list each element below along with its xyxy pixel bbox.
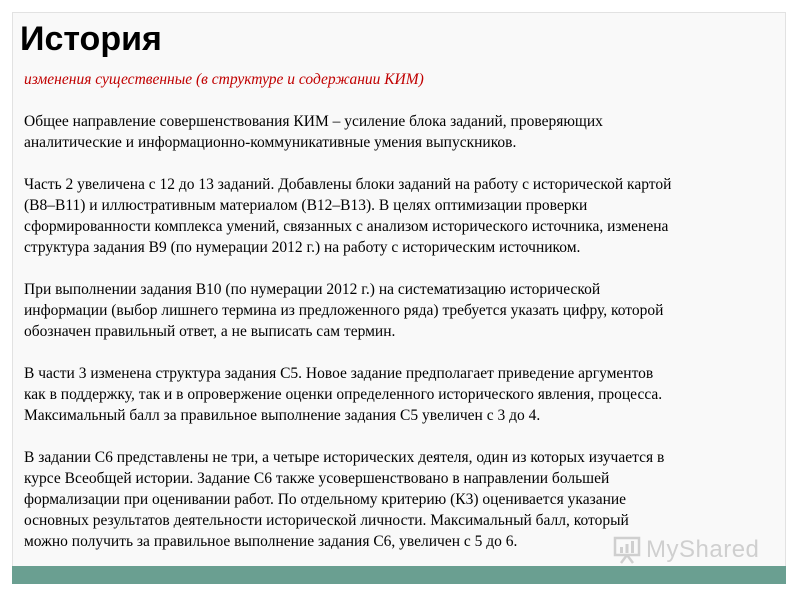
myshared-watermark	[612, 532, 759, 568]
slide-title: История	[20, 20, 162, 58]
paragraph	[24, 279, 772, 342]
text-line: сформированности комплекса умений, связанных с анализом исторического источника, изменена	[24, 218, 669, 235]
text-line: В задании С6 представлены не три, а четыре исторических деятеля, один из которых изучается в	[24, 449, 665, 466]
paragraph	[24, 111, 772, 153]
text-line: обозначен правильный ответ, а не выписать сам термин.	[24, 323, 396, 340]
presentation-board-icon	[612, 535, 642, 565]
text-line: формализации при оценивании работ. По отдельному критерию (К3) оценивается указание	[24, 491, 627, 508]
footer-bar	[12, 566, 786, 584]
text-line: как в поддержку, так и в опровержение оценки определенного исторического явления, процесса.	[24, 386, 663, 403]
text-line: (В8–В11) и иллюстративным материалом (В12–В13). В целях оптимизации проверки	[24, 197, 588, 214]
text-line: Часть 2 увеличена с 12 до 13 заданий. Добавлены блоки заданий на работу с исторической картой	[24, 176, 672, 193]
text-line: аналитические и информационно-коммуникативные умения выпускников.	[24, 134, 517, 151]
text-line: информации (выбор лишнего термина из предложенного ряда) требуется указать цифру, которой	[24, 302, 664, 319]
paragraph	[24, 363, 772, 426]
text-line: Общее направление совершенствования КИМ – усиление блока заданий, проверяющих	[24, 113, 603, 130]
text-line: структура задания В9 (по нумерации 2012 г.) на работу с историческим источником.	[24, 239, 581, 256]
text-line: Максимальный балл за правильное выполнение задания С5 увеличен с 3 до 4.	[24, 407, 541, 424]
text-line: можно получить за правильное выполнение задания С6, увеличен с 5 до 6.	[24, 533, 518, 550]
watermark-text: MyShared	[646, 536, 760, 563]
slide-body	[24, 111, 772, 573]
text-line: курсе Всеобщей истории. Задание С6 также усовершенствовано в направлении большей	[24, 470, 610, 487]
text-line: основных результатов деятельности исторической личности. Максимальный балл, который	[24, 512, 629, 529]
slide-subtitle: изменения существенные (в структуре и содержании КИМ)	[24, 71, 424, 88]
text-line: При выполнении задания В10 (по нумерации 2012 г.) на систематизацию исторической	[24, 281, 601, 298]
text-line: В части 3 изменена структура задания С5. Новое задание предполагает приведение аргументов	[24, 365, 654, 382]
paragraph	[24, 174, 772, 258]
